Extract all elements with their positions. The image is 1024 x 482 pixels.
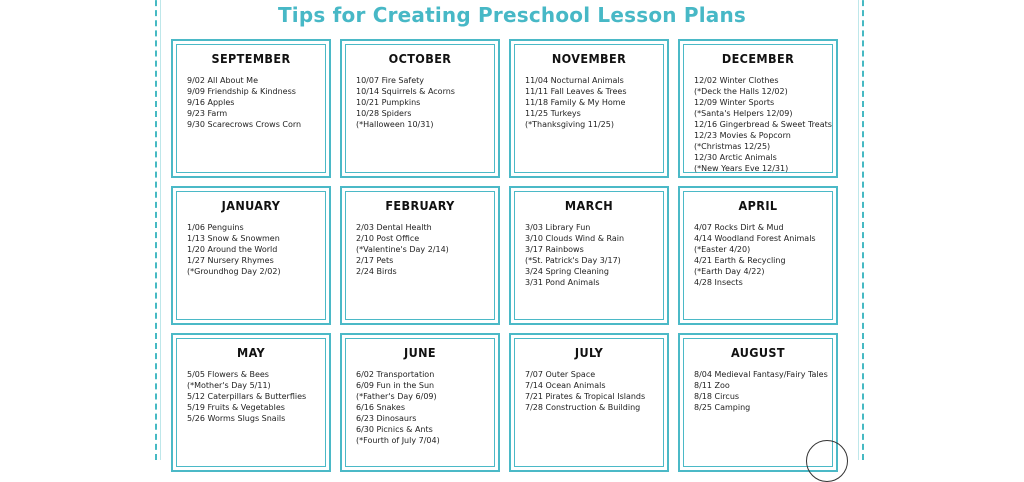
month-card-march (509, 186, 669, 325)
month-heading: JULY (574, 345, 604, 360)
lesson-item: (*New Years Eve 12/31) (694, 164, 789, 173)
lesson-item: 9/23 Farm (187, 109, 228, 118)
lesson-item: 1/20 Around the World (187, 245, 278, 254)
page-title: Tips for Creating Preschool Lesson Plans (277, 3, 747, 27)
month-heading: AUGUST (731, 345, 785, 360)
lesson-item: 6/16 Snakes (356, 403, 405, 412)
lesson-item: (*Father's Day 6/09) (356, 392, 437, 401)
lesson-item: 7/28 Construction & Building (525, 403, 641, 412)
month-card-inner (683, 191, 833, 320)
lesson-list (183, 369, 319, 424)
month-heading: NOVEMBER (551, 51, 627, 66)
lesson-item: 12/23 Movies & Popcorn (694, 131, 791, 140)
lesson-item: 9/09 Friendship & Kindness (187, 87, 296, 96)
lesson-item: 11/18 Family & My Home (525, 98, 626, 107)
month-heading: APRIL (738, 198, 778, 213)
lesson-item: 5/26 Worms Slugs Snails (187, 414, 286, 423)
lesson-item: 11/25 Turkeys (525, 109, 581, 118)
lesson-item: 12/02 Winter Clothes (694, 76, 779, 85)
month-card-february (340, 186, 500, 325)
lesson-item: (*Earth Day 4/22) (694, 267, 765, 276)
month-heading: OCTOBER (388, 51, 452, 66)
month-heading: MARCH (564, 198, 614, 213)
lesson-list (352, 369, 488, 446)
lesson-item: (*Mother's Day 5/11) (187, 381, 271, 390)
lesson-item: 10/07 Fire Safety (356, 76, 425, 85)
lesson-item: 2/03 Dental Health (356, 223, 432, 232)
month-card-july (509, 333, 669, 472)
lesson-item: 5/19 Fruits & Vegetables (187, 403, 285, 412)
page-border-right-inner (858, 0, 859, 460)
month-card-june (340, 333, 500, 472)
lesson-item: 6/02 Transportation (356, 370, 435, 379)
lesson-item: 12/30 Arctic Animals (694, 153, 777, 162)
lesson-item: 11/04 Nocturnal Animals (525, 76, 624, 85)
lesson-item: 3/03 Library Fun (525, 223, 591, 232)
lesson-item: 2/24 Birds (356, 267, 397, 276)
lesson-item: (*Thanksgiving 11/25) (525, 120, 614, 129)
month-card-inner (514, 44, 664, 173)
month-heading: MAY (236, 345, 266, 360)
lesson-item: 6/23 Dinosaurs (356, 414, 417, 423)
lesson-list (521, 75, 657, 130)
lesson-item: (*Santa's Helpers 12/09) (694, 109, 793, 118)
lesson-item: 5/12 Caterpillars & Butterflies (187, 392, 307, 401)
lesson-item: 12/09 Winter Sports (694, 98, 775, 107)
lesson-item: 1/06 Penguins (187, 223, 244, 232)
lesson-item: 7/07 Outer Space (525, 370, 596, 379)
month-card-inner (345, 191, 495, 320)
corner-logo-circle (806, 440, 848, 482)
page-border-left-inner (160, 0, 161, 460)
lesson-item: 3/17 Rainbows (525, 245, 584, 254)
lesson-item: 3/10 Clouds Wind & Rain (525, 234, 625, 243)
lesson-item: 5/05 Flowers & Bees (187, 370, 269, 379)
lesson-item: 2/10 Post Office (356, 234, 420, 243)
lesson-item: (*Halloween 10/31) (356, 120, 434, 129)
lesson-item: 4/14 Woodland Forest Animals (694, 234, 816, 243)
lesson-item: (*St. Patrick's Day 3/17) (525, 256, 621, 265)
month-card-november (509, 39, 669, 178)
lesson-item: 6/09 Fun in the Sun (356, 381, 435, 390)
lesson-item: (*Fourth of July 7/04) (356, 436, 440, 445)
lesson-item: 10/21 Pumpkins (356, 98, 421, 107)
lesson-item: 7/21 Pirates & Tropical Islands (525, 392, 646, 401)
lesson-item: 8/18 Circus (694, 392, 740, 401)
lesson-item: 12/16 Gingerbread & Sweet Treats (694, 120, 832, 129)
lesson-item: 9/02 All About Me (187, 76, 258, 85)
lesson-item: 4/07 Rocks Dirt & Mud (694, 223, 784, 232)
month-heading: DECEMBER (721, 51, 795, 66)
lesson-list (521, 369, 657, 413)
lesson-list (690, 369, 826, 413)
lesson-item: (*Groundhog Day 2/02) (187, 267, 281, 276)
lesson-item: 9/16 Apples (187, 98, 235, 107)
lesson-item: 8/11 Zoo (694, 381, 730, 390)
lesson-item: 10/28 Spiders (356, 109, 412, 118)
lesson-item: 3/31 Pond Animals (525, 278, 600, 287)
lesson-item: (*Easter 4/20) (694, 245, 751, 254)
lesson-item: 8/25 Camping (694, 403, 751, 412)
lesson-item: 10/14 Squirrels & Acorns (356, 87, 455, 96)
lesson-item: (*Valentine's Day 2/14) (356, 245, 449, 254)
lesson-list (183, 75, 319, 130)
lesson-item: (*Christmas 12/25) (694, 142, 771, 151)
month-grid (171, 39, 838, 472)
month-heading: JANUARY (221, 198, 281, 213)
month-card-inner (514, 191, 664, 320)
month-card-inner (176, 191, 326, 320)
month-card-may (171, 333, 331, 472)
lesson-list (183, 222, 319, 277)
page-border-right (862, 0, 864, 460)
month-card-december (678, 39, 838, 178)
lesson-list (690, 222, 826, 288)
lesson-list (352, 75, 488, 130)
lesson-list (352, 222, 488, 277)
month-card-april (678, 186, 838, 325)
lesson-list (521, 222, 657, 288)
lesson-item: 8/04 Medieval Fantasy/Fairy Tales (694, 370, 828, 379)
month-card-inner (683, 44, 833, 173)
lesson-list (690, 75, 832, 174)
lesson-item: (*Deck the Halls 12/02) (694, 87, 788, 96)
month-heading: SEPTEMBER (211, 51, 291, 66)
lesson-item: 3/24 Spring Cleaning (525, 267, 609, 276)
lesson-item: 9/30 Scarecrows Crows Corn (187, 120, 302, 129)
month-card-inner (176, 44, 326, 173)
month-heading: JUNE (403, 345, 436, 360)
month-card-september (171, 39, 331, 178)
lesson-item: 11/11 Fall Leaves & Trees (525, 87, 627, 96)
month-card-october (340, 39, 500, 178)
lesson-item: 7/14 Ocean Animals (525, 381, 606, 390)
lesson-item: 2/17 Pets (356, 256, 394, 265)
lesson-item: 6/30 Picnics & Ants (356, 425, 433, 434)
lesson-item: 1/13 Snow & Snowmen (187, 234, 280, 243)
lesson-item: 4/28 Insects (694, 278, 743, 287)
lesson-item: 1/27 Nursery Rhymes (187, 256, 274, 265)
page-border-left (155, 0, 157, 460)
month-heading: FEBRUARY (385, 198, 455, 213)
lesson-item: 4/21 Earth & Recycling (694, 256, 786, 265)
month-card-inner (345, 44, 495, 173)
month-card-january (171, 186, 331, 325)
